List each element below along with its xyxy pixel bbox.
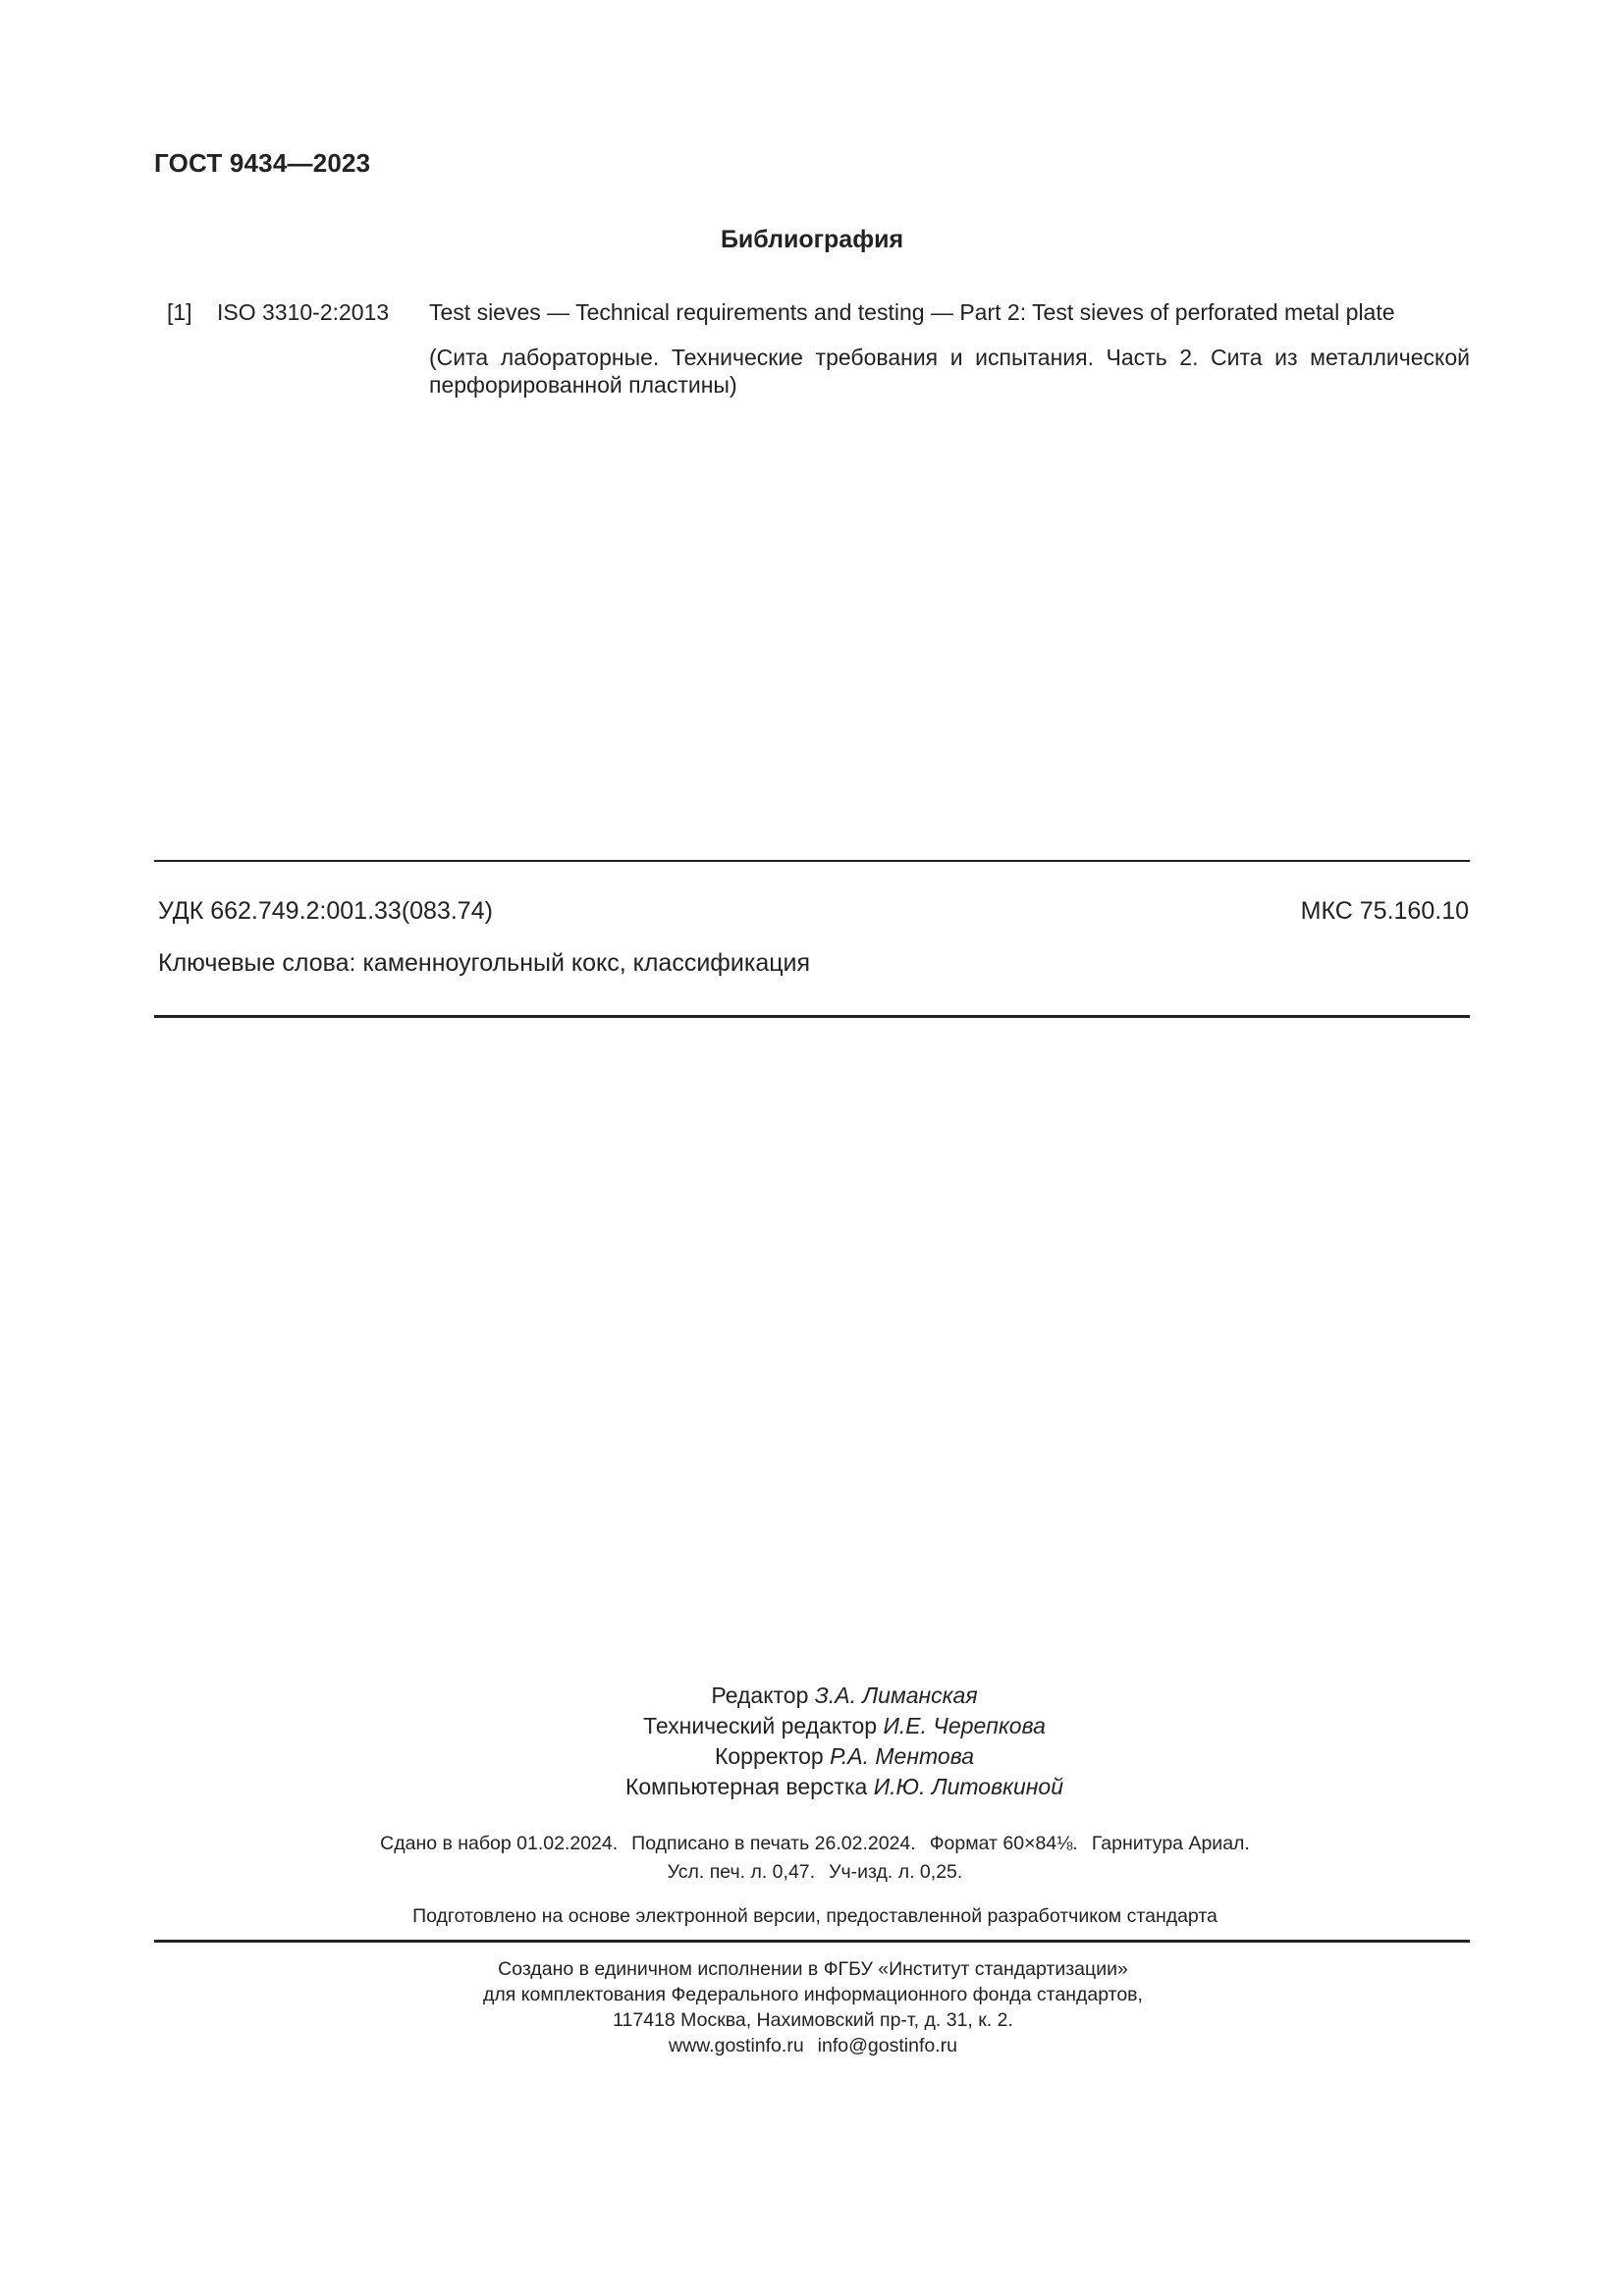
paper-format: Формат 60×84⅛. (929, 1833, 1078, 1854)
credit-role: Компьютерная верстка (624, 1774, 868, 1799)
footer-contacts (0, 2033, 1624, 2058)
publication-info (0, 1830, 1624, 1887)
publisher-sheets: Уч-изд. л. 0,25. (829, 1861, 963, 1883)
credit-role: Технический редактор (643, 1713, 878, 1738)
udc-code: УДК 662.749.2:001.33(083.74) (158, 897, 493, 925)
bib-entry-translation: (Сита лабораторные. Технические требования и испытания. Часть 2. Сита из металлической перфорированной пластины) (429, 345, 1470, 398)
credit-tech-editor (0, 1711, 1624, 1741)
credit-name: З.А. Лиманская (814, 1682, 978, 1708)
ics-code: МКС 75.160.10 (1300, 897, 1469, 925)
divider-middle (154, 1015, 1470, 1018)
credit-name: И.Ю. Литовкиной (873, 1774, 1063, 1799)
email-link[interactable]: info@gostinfo.ru (817, 2035, 957, 2056)
document-code: ГОСТ 9434—2023 (154, 148, 371, 178)
divider-bottom (154, 1940, 1470, 1943)
credit-editor (0, 1681, 1624, 1711)
print-sheets: Усл. печ. л. 0,47. (667, 1861, 816, 1883)
publisher-footer (0, 1956, 1624, 2058)
publication-line-2 (0, 1858, 1624, 1887)
footer-line-1: Создано в единичном исполнении в ФГБУ «Институт стандартизации» (498, 1958, 1128, 1980)
keywords: Ключевые слова: каменноугольный кокс, классификация (158, 949, 811, 977)
bib-entry-code: ISO 3310-2:2013 (217, 299, 390, 325)
credit-layout (0, 1772, 1624, 1802)
bibliography-heading (0, 226, 1624, 254)
credit-name: Р.А. Ментова (830, 1743, 974, 1769)
bib-entry-number: [1] (167, 299, 192, 325)
footer-address: 117418 Москва, Нахимовский пр-т, д. 31, к. 2. (613, 2009, 1013, 2031)
credit-proofreader (0, 1741, 1624, 1772)
credit-role: Редактор (711, 1682, 809, 1708)
credit-name: И.Е. Черепкова (883, 1713, 1046, 1738)
website-link[interactable]: www.gostinfo.ru (669, 2035, 804, 2056)
signed-date: Подписано в печать 26.02.2024. (631, 1833, 916, 1854)
typeface: Гарнитура Ариал. (1091, 1833, 1250, 1854)
footer-line-2: для комплектования Федерального информационного фонда стандартов, (483, 1984, 1143, 2005)
typeset-date: Сдано в набор 01.02.2024. (380, 1833, 619, 1854)
publication-line-1 (0, 1830, 1624, 1858)
credits-block (0, 1681, 1624, 1802)
prepared-note: Подготовлено на основе электронной версии, предоставленной разработчиком стандарта (412, 1905, 1218, 1927)
bib-entry-title: Test sieves — Technical requirements and testing — Part 2: Test sieves of perforated metal plate (429, 299, 1395, 325)
divider-top (154, 860, 1470, 862)
credit-role: Корректор (714, 1743, 824, 1769)
bibliography-title: Библиография (720, 226, 904, 253)
